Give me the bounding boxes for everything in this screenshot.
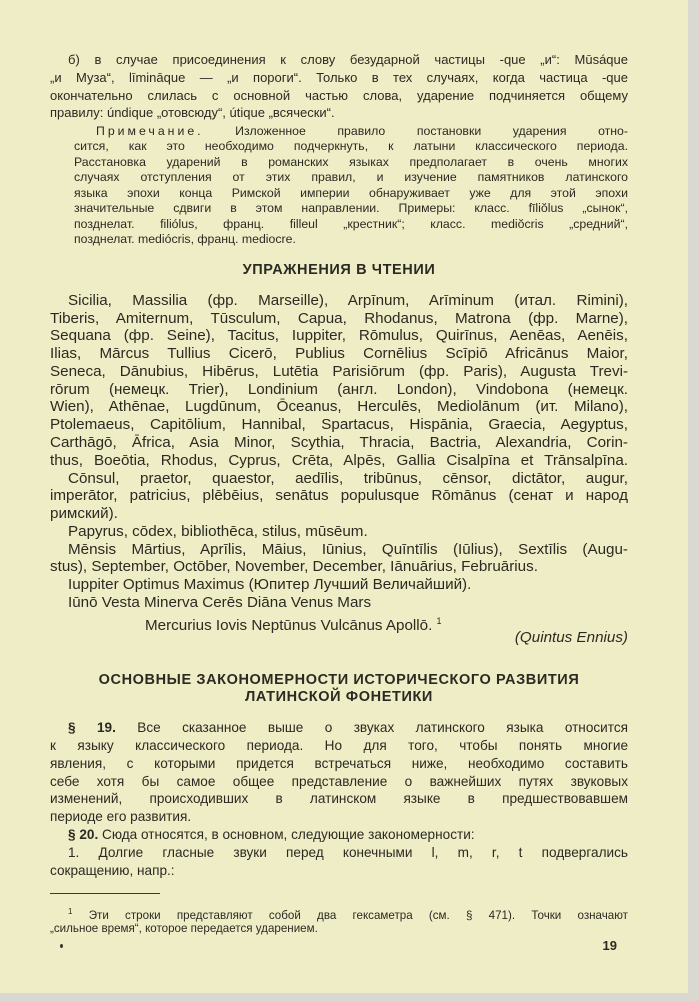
section-line: к языку классического периода. Но для того, чтобы понять многие (50, 738, 628, 753)
poem-line (145, 612, 625, 635)
page-number: 19 (602, 938, 617, 953)
section-line: 1. Долгие гласные звуки перед конечными l, m, r, t подвергались (68, 845, 628, 860)
note-line: позднелат. mediócris, франц. mediocre. (74, 232, 296, 246)
section-text: Все сказанное выше о звуках латинского языка относится (137, 720, 628, 735)
section-heading-exercises: УПРАЖНЕНИЯ В ЧТЕНИИ (242, 262, 436, 278)
note-first-line (96, 123, 628, 139)
exercise-line: римский). (50, 505, 118, 522)
section-20-label: § 20. (68, 827, 99, 842)
section-heading-phonetics: ЛАТИНСКОЙ ФОНЕТИКИ (245, 689, 433, 705)
intro-line: окончательно слилась с основной частью слова, ударение подчиняется общему (50, 88, 628, 103)
note-line: позднелат. filiólus, франц. filleul „крестник“; класс. mediŏcris „средний“, (74, 217, 628, 231)
exercise-line: Sequana (фр. Seine), Tacitus, Iuppiter, Rōmulus, Quirīnus, Aenēas, Aenēis, (50, 327, 628, 344)
exercise-line: thus, Boeōtia, Rhodus, Cyprus, Crēta, Alpēs, Gallia Cisalpīna et Trānsalpīna. (50, 452, 628, 469)
exercise-line: stus), September, Octōber, November, December, Iānuārius, Februārius. (50, 558, 538, 575)
section-text: Сюда относятся, в основном, следующие закономерности: (102, 827, 475, 842)
section-line: себе хотя бы самое общее представление о важнейших путях звуковых (50, 774, 628, 789)
section-line: периоде его развития. (50, 809, 192, 824)
note-line: значительные сдвиги в этом направлении. Примеры: класс. fīliŏlus „сынок“, (74, 201, 628, 215)
poem-attribution: (Quintus Ennius) (514, 629, 628, 646)
note-label: Примечание. (96, 124, 204, 138)
exercise-line: Wien), Athēnae, Lugdūnum, Ōceanus, Herculēs, Mediolānum (ит. Milano), (50, 398, 628, 415)
footnote-mark: 1 (68, 907, 73, 916)
poem-line: Iūnō Vesta Minerva Cerēs Diāna Venus Mars (68, 594, 372, 611)
note-line: Расстановка ударений в романских языках предполагает в очень многих (74, 155, 628, 169)
intro-line: „и Муза“, līmināque — „и пороги“. Только в тех случаях, когда частица -que (50, 70, 628, 85)
section-heading-phonetics: ОСНОВНЫЕ ЗАКОНОМЕРНОСТИ ИСТОРИЧЕСКОГО РАЗВИТИЯ (98, 672, 580, 688)
exercise-line: Tiberis, Amiternum, Tūsculum, Capua, Rhodanus, Matrona (фр. Marne), (50, 310, 628, 327)
exercise-line: Sicilia, Massilia (фр. Marseille), Arpīnum, Arīminum (итал. Rimini), (68, 292, 628, 309)
footnote-reference: 1 (436, 616, 442, 626)
exercise-line: Papyrus, cōdex, bibliothēca, stilus, mūsēum. (68, 523, 368, 540)
note-line: языка эпохи конца Римской империи обнаруживает уже для этой эпохи (74, 186, 628, 200)
section-line: явления, с которыми придется встречаться ниже, необходимо составить (50, 756, 628, 771)
print-mark (60, 944, 63, 948)
intro-line: б) в случае присоединения к слову безударной частицы -que „и“: Mūsáque (68, 52, 628, 67)
exercise-line: Cōnsul, praetor, quaestor, aedīlis, tribūnus, cēnsor, dictātor, augur, (68, 470, 628, 487)
exercise-line: Mēnsis Mārtius, Aprīlis, Māius, Iūnius, Quīntīlis (Iūlius), Sextīlis (Augu- (68, 541, 628, 558)
poem-text: Mercurius Iovis Neptūnus Vulcānus Apollō. (145, 617, 433, 635)
exercise-line: Seneca, Dānubius, Hibērus, Lutētia Parisiōrum (фр. Paris), Augusta Trevi- (50, 363, 628, 380)
note-text: Изложенное правило постановки ударения отно- (235, 124, 628, 138)
intro-line: правилу: úndique „отовсюду“, útique „всячески“. (50, 105, 335, 120)
section-19-first-line (68, 719, 628, 737)
note-line: сится, как это необходимо подчеркнуть, к латыни классического периода. (74, 139, 628, 153)
section-line: сокращению, напр.: (50, 863, 175, 878)
section-line: изменений, происходивших в латинском языке в предшествовавшем (50, 791, 628, 806)
footnote-text: Эти строки представляют собой два гексаметра (см. § 471). Точки означают (88, 908, 628, 922)
exercise-line: Iuppiter Optimus Maximus (Юпитер Лучший Величайший). (68, 576, 472, 593)
footnote-divider (50, 893, 160, 894)
exercise-line: Carthāgō, Āfrica, Asia Minor, Scythia, Thracia, Bactria, Alexandria, Corin- (50, 434, 628, 451)
exercise-line: imperātor, patricius, plēbēius, senātus populusque Rōmānus (сенат и народ (50, 487, 628, 504)
footnote-line: „сильное время“, которое передается ударением. (50, 922, 318, 935)
exercise-line: Ptolemaeus, Capitōlium, Hannibal, Spartacus, Hispānia, Graecia, Aegyptus, (50, 416, 628, 433)
note-line: случаях отступления от этих правил, и изучение памятников латинского (74, 170, 628, 184)
section-19-label: § 19. (68, 720, 116, 735)
exercise-line: Ilias, Mārcus Tullius Cicerō, Publius Cornēlius Scīpiō Africānus Maior, (50, 345, 628, 362)
footnote-line (68, 904, 628, 920)
section-20-line (68, 826, 628, 844)
exercise-line: rōrum (немецк. Trier), Londinium (англ. London), Vindobona (немецк. (50, 381, 628, 398)
